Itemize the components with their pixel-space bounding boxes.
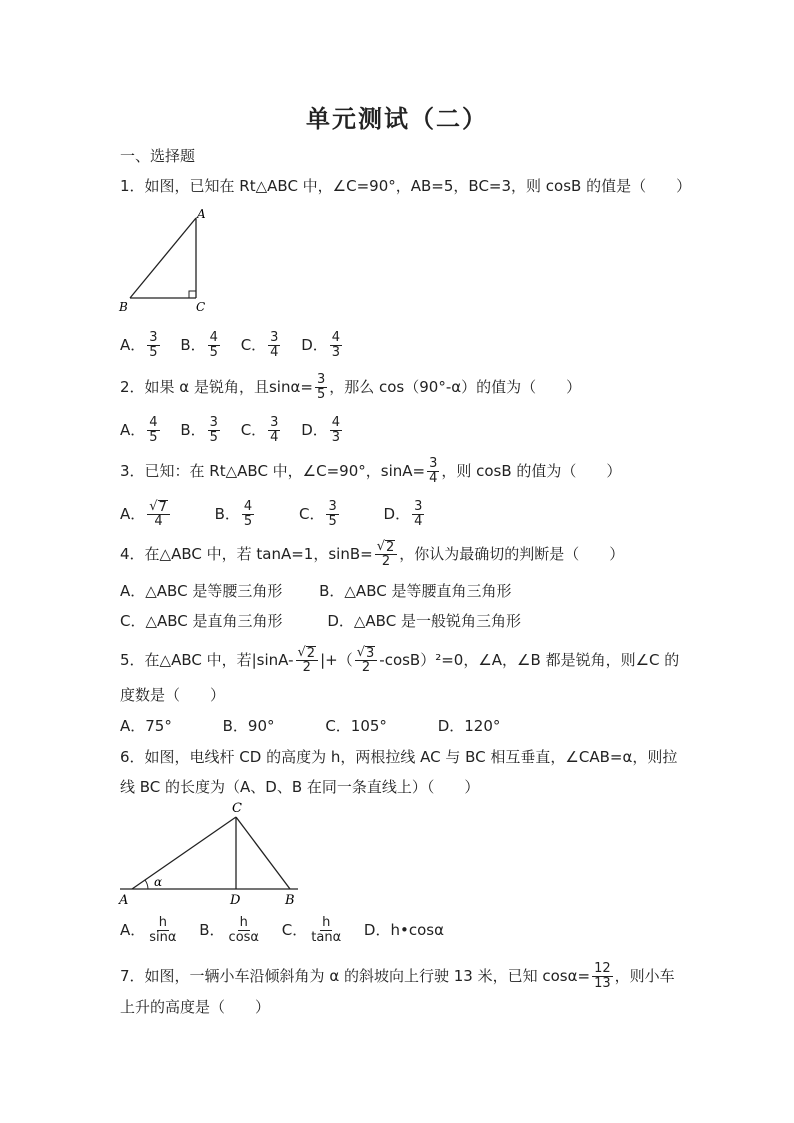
q1-option-b[interactable]: B． $\frac{4}{5}$ [180, 330, 218, 360]
q6-label-c: C [232, 801, 242, 816]
q4-option-a[interactable]: A．△ABC 是等腰三角形 [120, 582, 283, 600]
q6-label-d: D [230, 893, 241, 908]
q1-triangle-figure [115, 205, 215, 315]
q2-option-b[interactable]: B． $\frac{3}{5}$ [180, 415, 218, 445]
q3-option-d[interactable]: D． $\frac{3}{4}$ [383, 499, 423, 529]
q1-option-a[interactable]: A． $\frac{3}{5}$ [120, 330, 158, 360]
q6-option-a[interactable]: A． $\frac{h}{\sin\alpha}$ [120, 915, 177, 945]
q2-option-d[interactable]: D． $\frac{4}{3}$ [301, 415, 341, 445]
q5-options [120, 716, 500, 736]
q3-stem: 3．已知：在 Rt△ABC 中，∠C=90°，sinA= $\frac{3}{4}$ ，则 cosB 的值为（ ） [120, 456, 622, 486]
q1-label-b: B [119, 300, 128, 314]
q6-option-d[interactable]: D．h•cosα [363, 921, 444, 939]
q2-option-a[interactable]: A． $\frac{4}{5}$ [120, 415, 158, 445]
q6-option-b[interactable]: B． $\frac{h}{\cos\alpha}$ [199, 915, 259, 945]
q6-label-b: B [285, 893, 295, 908]
q7-stem: 7．如图，一辆小车沿倾斜角为 α 的斜坡向上行驶 13 米，已知 cosα= $\frac{12}{13}$ ，则小车 [120, 961, 675, 991]
q4-option-b[interactable]: B．△ABC 是等腰直角三角形 [319, 582, 512, 600]
q3-option-b[interactable]: B． $\frac{4}{5}$ [214, 499, 253, 529]
q6-label-a: A [119, 893, 129, 908]
q3-option-c[interactable]: C． $\frac{3}{5}$ [298, 499, 337, 529]
q2-stem: 2．如果 α 是锐角，且sinα= $\frac{3}{5}$ ，那么 cos（90°-α）的值为（ ） [120, 372, 582, 402]
q4-option-c[interactable]: C．△ABC 是直角三角形 [120, 612, 283, 630]
q4-option-d[interactable]: D．△ABC 是一般锐角三角形 [327, 612, 521, 630]
q4-stem: 4．在△ABC 中，若 tanA=1，sinB= √ 2 2 ，你认为最确切的判断是（ ） [120, 539, 625, 569]
q6-stem: 6．如图，电线杆 CD 的高度为 h，两根拉线 AC 与 BC 相互垂直，∠CAB=α，则拉 [120, 748, 678, 766]
q4-options-row2 [120, 611, 521, 631]
q1-label-a: A [197, 207, 206, 221]
q3-option-a[interactable]: A． √ 7 4 [120, 500, 172, 529]
q1-option-d[interactable]: D． $\frac{4}{3}$ [301, 330, 341, 360]
q5-option-a[interactable]: A．75° [120, 717, 172, 735]
q6-pole-figure [115, 800, 315, 910]
q5-option-d[interactable]: D．120° [437, 717, 501, 735]
q2-option-c[interactable]: C． $\frac{3}{4}$ [240, 415, 279, 445]
q1-label-c: C [196, 300, 206, 314]
q6-option-c[interactable]: C． $\frac{h}{\tan\alpha}$ [281, 915, 342, 945]
q1-options [120, 331, 344, 360]
q1-stem: 1．如图，已知在 Rt△ABC 中，∠C=90°，AB=5，BC=3，则 cosB 的值是（ ） [120, 177, 692, 195]
page-title: 单元测试（二） [306, 104, 488, 133]
q2-options [120, 416, 344, 445]
section-heading: 一、选择题 [120, 147, 196, 165]
q5-stem: 5．在△ABC 中，若|sinA- √ 2 2 |+（ √ 3 2 -cosB）²=0，∠A，∠B 都是锐角，则∠C 的 [120, 645, 680, 675]
q1-option-c[interactable]: C． $\frac{3}{4}$ [240, 330, 279, 360]
q5-option-c[interactable]: C．105° [325, 717, 387, 735]
q6-options [120, 916, 444, 945]
q5-stem-cont: 度数是（ ） [120, 686, 226, 704]
q3-options [120, 500, 426, 529]
q7-stem-cont: 上升的高度是（ ） [120, 998, 271, 1016]
q6-label-alpha: α [154, 875, 163, 889]
q6-stem-cont: 线 BC 的长度为（A、D、B 在同一条直线上）（ ） [120, 778, 480, 796]
q5-option-b[interactable]: B．90° [222, 717, 275, 735]
q4-options-row1 [120, 581, 511, 601]
